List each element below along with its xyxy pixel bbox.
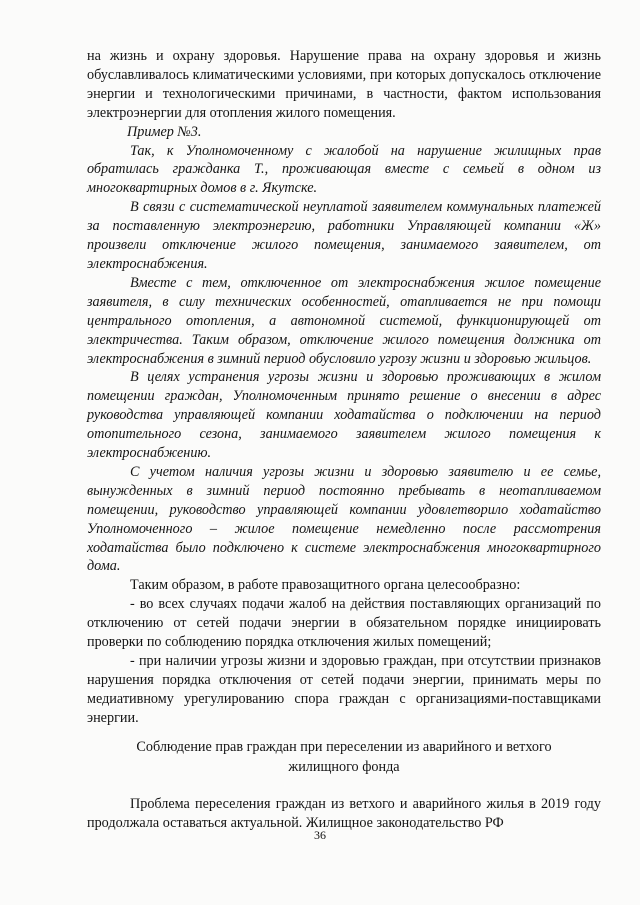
example-label: Пример №3. [127,123,202,140]
list-item-mediation: - при наличии угрозы жизни и здоровью граждан, при отсутствии признаков нарушения порядка отключения от сетей подачи энергии, принимать меры по медиативному урегулированию спора граждан с организациями-поставщиками энергии. [87,653,601,726]
example-paragraph-disconnection: В связи с систематической неуплатой заявителем коммунальных платежей за поставленную электроэнергию, работники Управляющей компании «Ж» произвели отключение жилого помещения, занимаемого заявителем, от электроснабжения. [87,199,601,272]
paragraph-resettlement: Проблема переселения граждан из ветхого и аварийного жилья в 2019 году продолжала оставаться актуальной. Жилищное законодательство РФ [87,796,601,831]
document-body [87,47,601,728]
section-title-line-1: Соблюдение прав граждан при переселении из аварийного и ветхого [136,739,552,755]
example-paragraph-heating: Вместе с тем, отключенное от электроснабжения жилое помещение заявителя, в силу технических особенностей, отапливается не при помощи центрального отопления, а автономной системой, функционирующей от электричества. Таким образом, отключение жилого помещения должника от электроснабжения в зимний период обусловило угрозу жизни и здоровью жильцов. [87,274,601,367]
section-title-line-2: жилищного фонда [288,759,400,775]
example-paragraph-complaint: Так, к Уполномоченному с жалобой на нарушение жилищных прав обратилась гражданка Т., проживающая вместе с семьей в одном из многоквартирных домов в г. Якутске. [87,142,601,197]
page-number: 36 [314,828,326,842]
paragraph-conclusion: Таким образом, в работе правозащитного органа целесообразно: [130,577,521,594]
example-paragraph-decision: В целях устранения угрозы жизни и здоровью проживающих в жилом помещении граждан, Уполномоченным принято решение о внесении в адрес руководства управляющей компании ходатайства о подключении на период отопительного сезона, занимаемого заявителем жилого помещения к электроснабжению. [87,369,601,462]
section-body [87,795,601,833]
paragraph-intro: на жизнь и охрану здоровья. Нарушение права на охрану здоровья и жизнь обуславливалось климатическими условиями, при которых допускалось отключение энергии и технологическими причинами, в частности, фактом использования электроэнергии для отопления жилого помещения. [87,48,601,121]
example-paragraph-outcome: С учетом наличия угрозы жизни и здоровью заявителю и ее семье, вынужденных в зимний период постоянно пребывать в неотапливаемом помещении, руководство управляющей компании удовлетворило ходатайство Уполномоченного – жилое помещение немедленно после рассмотрения ходатайства было подключено к системе электроснабжения многоквартирного дома. [87,463,601,575]
section-title [87,737,601,777]
list-item-inspections: - во всех случаях подачи жалоб на действия поставляющих организаций по отключению от сетей подачи энергии в обязательном порядке инициировать проверки по соблюдению порядка отключения жилых помещений; [87,596,601,651]
